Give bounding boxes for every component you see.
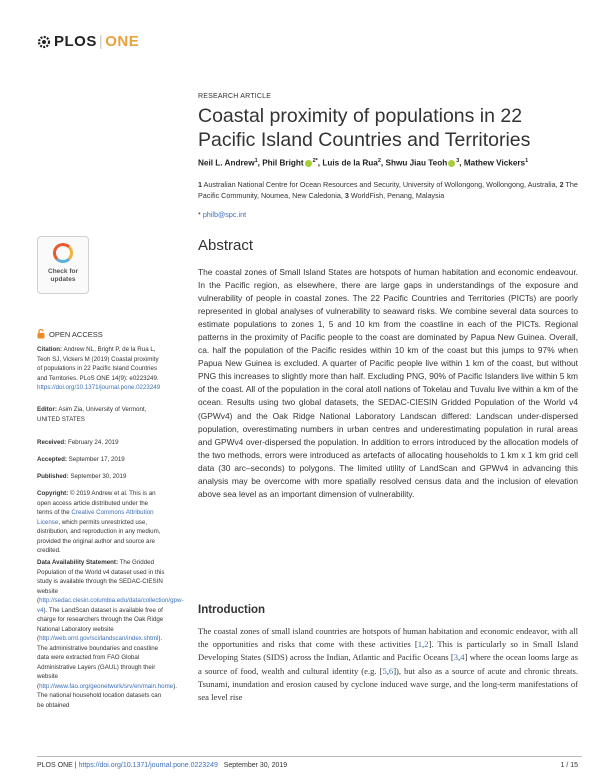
sedac-link[interactable]: http://sedac.ciesin.columbia.edu/data/collection/gpw-v4 [37,597,184,614]
author-name[interactable]: Neil L. Andrew [198,158,255,168]
introduction-heading: Introduction [198,604,266,616]
check-updates-label: Check for updates [48,268,78,283]
author-name[interactable]: Luis de la Rua [322,158,378,168]
footer-citation: PLOS ONE | https://doi.org/10.1371/journal.pone.0223249 September 30, 2019 [37,762,288,769]
orcid-icon[interactable] [448,160,455,167]
accepted-date: Accepted: September 17, 2019 [37,456,125,463]
abstract-text: The coastal zones of Small Island States are hotspots of human habitation and economic endeavour. In the Pacific region, as elsewhere, there are large gaps in understandings of the exposure and vulnerability of people in coastal zones. The 22 Pacific Countries and Territories (PICTs) are poorly represented in global analyses of vulnerability to seaward risks. We combine several data sources to estimate populations to zones 1, 5 and 10 km from the coastline in each of the PICTs. Regional patterns in the proximity of Pacific people to the coast are dominated by Papua New Guinea. Overall, ca. half the population of the Pacific resides within 10 km of the coast but this jumps to 97% when Papua New Guinea is excluded. A quarter of Pacific people live within 1 km of the coast, but without PNG this increases to slightly more than half. Excluding PNG, 90% of Pacific Islanders live within 5 km of the coast. All of the population in the coral atoll nations of Tokelau and Tuvalu live within a km of the ocean. Results using two global datasets, the SEDAC-CIESIN Gridded Population of the World v4 (GPWv4) and the Oak Ridge National Laboratory Landscan differed: Landscan under-dispersed population, overestimating numbers in urban centres and underestimating population in rural areas and GPWv4 over-dispersed the population. In addition to errors introduced by the allocation models of the two methods, errors were introduced as artefacts of allocating households to 1 km x 1 km grid cell data (30 arc–seconds) to polygons. The limited utility of LandScan and GPWv4 in advancing this analysis may be overcome with more spatially resolved census data and the inclusion of elevation above sea level as an important dimension of vulnerability. [198,267,578,499]
open-access-label: OPEN ACCESS [37,329,103,339]
editor-block: Editor: Asim Zia, University of Vermont, UNITED STATES [37,406,147,423]
citation-link[interactable]: 3 [453,652,459,663]
logo-one-text: ONE [105,33,140,50]
footer-doi-link[interactable]: https://doi.org/10.1371/journal.pone.0223249 [78,762,218,769]
citation-link[interactable]: 5 [382,665,387,676]
plos-gear-icon [37,35,51,49]
published-date: Published: September 30, 2019 [37,473,127,480]
data-availability-block: Data Availability Statement: The Gridded Population of the World v4 dataset used in this study is available through the SEDAC-CIESIN website (http://sedac.ciesin.columbia.edu/data/collection/gpw-v4). The LandScan dataset is available free of charge for researchers through the Oak Ridge National Laboratory website (http://web.ornl.gov/sci/landscan/index.shtml). The administrative boundaries and coastline data were extracted from FAO Global Administrative Layers (GAUL) through their website (http://www.fao.org/geonetwork/srv/en/main.home). The national household location datasets can be obtained [37,559,184,709]
citation-link[interactable]: 4 [460,652,465,663]
page-number: 1 / 15 [560,762,578,769]
plos-one-logo[interactable]: PLOS | ONE [37,33,139,50]
author-name[interactable]: Shwu Jiau Teoh [385,158,448,168]
abstract-heading: Abstract [198,237,254,254]
introduction-text: The coastal zones of small island countries are hotspots of human habitation and economic endeavor, with all the opportunities and risks that come with these activities [1,2]. This is particularly so in Small Island Developing States (SIDS) across the Indian, Atlantic and Pacific Oceans [3,4] where the ocean looms large as a source of food, wealth and cultural identity (e.g. [5,6]), but also as a source of acute and chronic threats. Tsunami, inundation and erosion caused by cyclone induced wave surge, and the long-term manifestations of sea level rise [198,626,578,703]
check-updates-icon [53,243,73,263]
author-name[interactable]: Phil Bright [262,158,304,168]
author-list: Neil L. Andrew$^1$, Phil Bright $^{2*}$, Luis de la Rua$^2$, Shwu Jiau Teoh $^3$, Mathew Vickers$^1$ [198,158,529,168]
fao-link[interactable]: http://www.fao.org/geonetwork/srv/en/main.home [39,682,174,690]
affiliations: 1 Australian National Centre for Ocean Resources and Security, University of Wollongong, Wollongong, Australia, 2 The Pacific Community, Noumea, New Caledonia, 3 WorldFish, Penang, Malaysia [198,180,578,200]
license-link[interactable]: Creative Commons Attribution License [37,509,154,526]
citation-link[interactable]: 1 [417,639,422,650]
corresponding-email[interactable]: * philb@spc.int [198,210,247,219]
open-lock-icon [37,329,45,339]
copyright-block: Copyright: © 2019 Andrew et al. This is an open access article distributed under the terms of the Creative Commons Attribution License, which permits unrestricted use, distribution, and reproduction in any medium, provided the original author and source are credited. [37,490,161,554]
citation-block: Citation: Andrew NL, Bright P, de la Rua L, Teoh SJ, Vickers M (2019) Coastal proximity of populations in 22 Pacific Island Countries and Territories. PLoS ONE 14(9): e0223249. https://doi.org/10.1371/journal.pone.0223249 [37,346,161,391]
footer-divider [37,756,582,757]
author-name[interactable]: Mathew Vickers [463,158,526,168]
orcid-icon[interactable] [305,160,312,167]
logo-plos-text: PLOS [54,33,97,50]
doi-link[interactable]: https://doi.org/10.1371/journal.pone.0223249 [37,384,161,391]
article-type: RESEARCH ARTICLE [198,93,272,100]
citation-link[interactable]: 2 [424,639,429,650]
article-title: Coastal proximity of populations in 22 Pacific Island Countries and Territories [198,105,531,151]
received-date: Received: February 24, 2019 [37,439,119,446]
check-for-updates-badge[interactable] [37,236,89,294]
citation-link[interactable]: 6 [388,665,394,676]
landscan-link[interactable]: http://web.ornl.gov/sci/landscan/index.shtml [39,635,159,642]
